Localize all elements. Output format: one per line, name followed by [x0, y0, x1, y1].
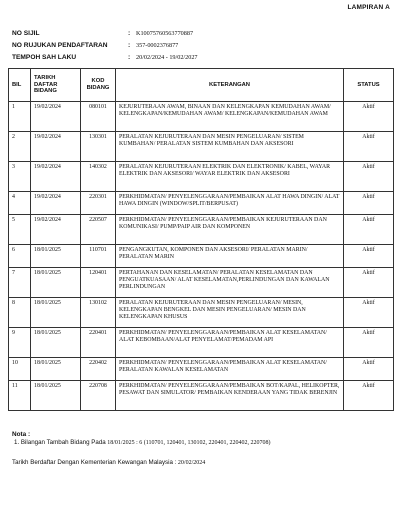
cell-bil: 5 — [9, 215, 31, 245]
notes-item-value: 18/01/2025 : 6 (110701, 120401, 130102, 220401, 220402, 220708) — [107, 440, 271, 446]
table-row — [9, 215, 394, 245]
cell-bil: 11 — [9, 381, 31, 411]
cell-keterangan: PERALATAN KEJURUTERAAN DAN MESIN PENGELUARAN/ MESIN, KELENGKAPAN BENGKEL DAN MESIN PENGELUARAN/ MESIN DAN KELENGKAPAN KHUSUS — [116, 298, 344, 328]
registration-value: 20/02/2024 — [177, 460, 206, 466]
header-keterangan: KETERANGAN — [116, 69, 344, 102]
cell-kod: 130102 — [81, 298, 116, 328]
table-row — [9, 162, 394, 192]
table-row — [9, 358, 394, 381]
cell-kod: 110701 — [81, 245, 116, 268]
cell-status: Aktif — [344, 245, 394, 268]
cell-tarikh: 19/02/2024 — [31, 132, 81, 162]
cell-status: Aktif — [344, 268, 394, 298]
cell-kod: 220401 — [81, 328, 116, 358]
cell-bil: 8 — [9, 298, 31, 328]
lampiran-label: LAMPIRAN A — [347, 4, 390, 11]
cell-bil: 2 — [9, 132, 31, 162]
cell-keterangan: PERKHIDMATAN/ PENYELENGGARAAN/PEMBAIKAN ALAT KESELAMATAN/ PERALATAN KAWALAN KESELAMATAN — [116, 358, 344, 381]
field-colon: : — [128, 53, 131, 61]
cell-status: Aktif — [344, 132, 394, 162]
cell-status: Aktif — [344, 192, 394, 215]
cell-kod: 130301 — [81, 132, 116, 162]
table-row — [9, 192, 394, 215]
field-no-sijil — [12, 27, 198, 39]
table-row — [9, 102, 394, 132]
table-row — [9, 268, 394, 298]
field-label: NO RUJUKAN PENDAFTARAN — [12, 41, 108, 49]
bidang-table — [8, 68, 394, 411]
header-bil: BIL — [9, 69, 31, 102]
cell-keterangan: KEJURUTERAAN AWAM, BINAAN DAN KELENGKAPAN KEMUDAHAN AWAM/ KELENGKAPAN/KEMUDAHAN AWAM/ KELENGKAPAN/KEMUDAHAN AWAM — [116, 102, 344, 132]
field-value: 20/02/2024 - 19/02/2027 — [136, 53, 198, 61]
cell-kod: 120401 — [81, 268, 116, 298]
cell-keterangan: PERKHIDMATAN/ PENYELENGGARAAN/PEMBAIKAN ALAT HAWA DINGIN/ ALAT HAWA DINGIN (WINDOW/SPLIT/BERPUSAT) — [116, 192, 344, 215]
registration-label: Tarikh Berdaftar Dengan Kementerian Kewangan Malaysia : — [12, 459, 177, 466]
field-colon: : — [128, 41, 131, 49]
field-colon: : — [128, 29, 131, 37]
cell-bil: 4 — [9, 192, 31, 215]
field-value: K10075760563770887 — [136, 29, 194, 37]
cell-bil: 10 — [9, 358, 31, 381]
cell-status: Aktif — [344, 358, 394, 381]
table-row — [9, 328, 394, 358]
field-label: TEMPOH SAH LAKU — [12, 53, 77, 61]
cell-kod: 220402 — [81, 358, 116, 381]
cell-tarikh: 18/01/2025 — [31, 268, 81, 298]
notes-item-label: 1. Bilangan Tambah Bidang Pada — [14, 439, 106, 446]
table-row — [9, 245, 394, 268]
cell-keterangan: PERKHIDMATAN/ PENYELENGGARAAN/PEMBAIKAN BOT/KAPAL, HELIKOPTER, PESAWAT DAN SIMULATOR/ PEMBAIKAN KENDERAAN YANG TIDAK BERENJIN — [116, 381, 344, 411]
cell-status: Aktif — [344, 102, 394, 132]
field-tempoh-sah-laku — [12, 51, 198, 63]
cell-tarikh: 19/02/2024 — [31, 162, 81, 192]
notes-item — [12, 439, 271, 446]
certificate-header — [12, 27, 198, 63]
table-row — [9, 132, 394, 162]
table-row — [9, 298, 394, 328]
cell-bil: 1 — [9, 102, 31, 132]
cell-bil: 6 — [9, 245, 31, 268]
cell-keterangan: PENGANGKUTAN, KOMPONEN DAN AKSESORI/ PERALATAN MARIN/ PERALATAN MARIN — [116, 245, 344, 268]
table-header-row — [9, 69, 394, 102]
field-no-rujukan — [12, 39, 198, 51]
cell-tarikh: 18/01/2025 — [31, 328, 81, 358]
cell-tarikh: 19/02/2024 — [31, 192, 81, 215]
cell-status: Aktif — [344, 381, 394, 411]
cell-kod: 220507 — [81, 215, 116, 245]
cell-kod: 220301 — [81, 192, 116, 215]
notes-title: Nota : — [12, 431, 31, 438]
field-value: 357-0002376877 — [136, 41, 179, 49]
cell-keterangan: PERTAHANAN DAN KESELAMATAN/ PERALATAN KESELAMATAN DAN PENGUATKUASAAN/ ALAT KESELAMATAN,PERLINDUNGAN DAN KAWALAN PERLINDUNGAN — [116, 268, 344, 298]
cell-keterangan: PERALATAN KEJURUTERAAN ELEKTRIK DAN ELEKTRONIK/ KABEL, WAYAR ELEKTRIK DAN AKSESORI/ WAYAR ELEKTRIK DAN AKSESORI — [116, 162, 344, 192]
cell-kod: 220708 — [81, 381, 116, 411]
cell-keterangan: PERALATAN KEJURUTERAAN DAN MESIN PENGELUARAN/ SISTEM KUMBAHAN/ PERALATAN SISTEM KUMBAHAN DAN AKSESORI — [116, 132, 344, 162]
cell-keterangan: PERKHIDMATAN/ PENYELENGGARAAN/PEMBAIKAN ALAT KESELAMATAN/ ALAT KEBOMBAAN/ALAT PENYELAMAT/PEMADAM API — [116, 328, 344, 358]
cell-tarikh: 18/01/2025 — [31, 298, 81, 328]
cell-tarikh: 18/01/2025 — [31, 358, 81, 381]
cell-status: Aktif — [344, 215, 394, 245]
notes-section — [12, 431, 271, 446]
cell-status: Aktif — [344, 298, 394, 328]
cell-tarikh: 18/01/2025 — [31, 245, 81, 268]
cell-bil: 7 — [9, 268, 31, 298]
cell-status: Aktif — [344, 162, 394, 192]
header-kod: KOD BIDANG — [81, 69, 116, 102]
cell-keterangan: PERKHIDMATAN/ PENYELENGGARAAN/PEMBAIKAN KEJURUTERAAN DAN KOMUNIKASI/ PUMP/PAIP AIR DAN KOMPONEN — [116, 215, 344, 245]
table-row — [9, 381, 394, 411]
cell-bil: 9 — [9, 328, 31, 358]
cell-tarikh: 19/02/2024 — [31, 215, 81, 245]
registration-line — [12, 459, 205, 466]
field-label: NO SIJIL — [12, 29, 40, 37]
cell-tarikh: 18/01/2025 — [31, 381, 81, 411]
cell-kod: 080101 — [81, 102, 116, 132]
cell-status: Aktif — [344, 328, 394, 358]
cell-tarikh: 19/02/2024 — [31, 102, 81, 132]
cell-kod: 140302 — [81, 162, 116, 192]
header-status: STATUS — [344, 69, 394, 102]
header-tarikh: TARIKH DAFTAR BIDANG — [31, 69, 81, 102]
cell-bil: 3 — [9, 162, 31, 192]
